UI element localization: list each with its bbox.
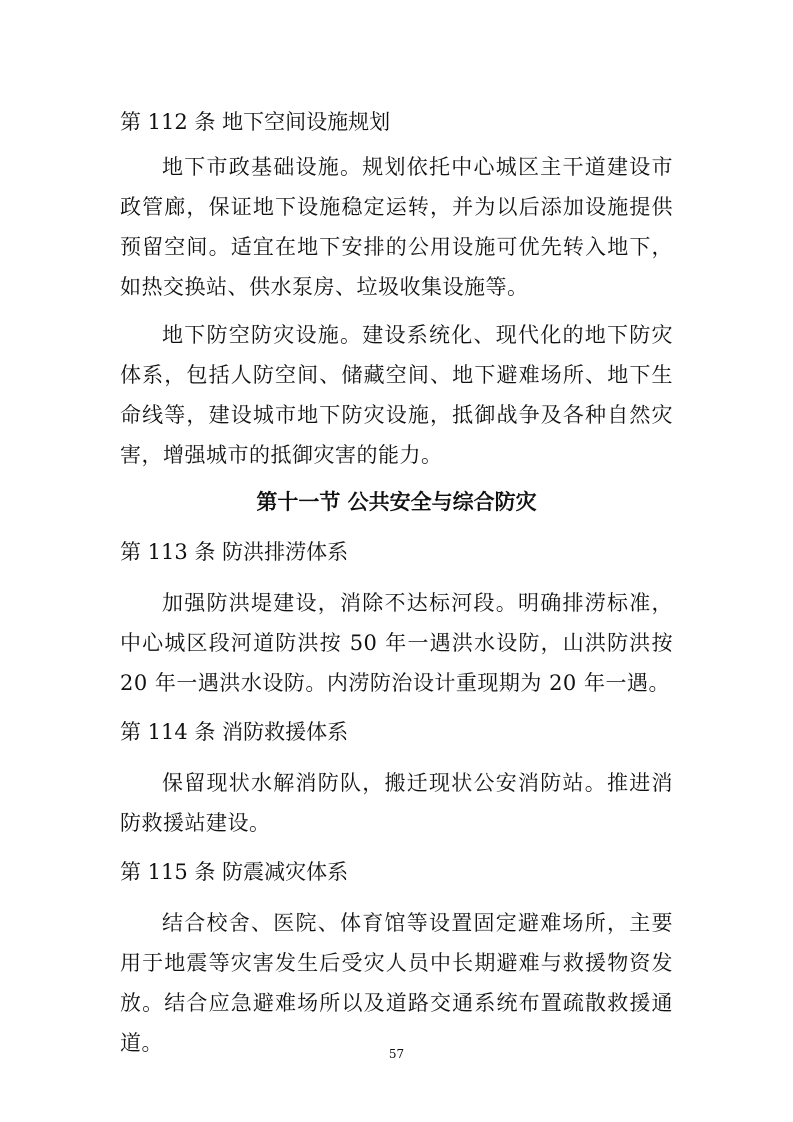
article-113-heading: 第 113 条 防洪排涝体系 bbox=[120, 540, 349, 564]
article-112-body bbox=[120, 147, 673, 475]
paragraph-underground-municipal: 地下市政基础设施。规划依托中心城区主干道建设市政管廊，保证地下设施稳定运转，并为以后添加设施提供预留空间。适宜在地下安排的公用设施可优先转入地下，如热交换站、供水泵房、垃圾收集设施等。 bbox=[120, 155, 673, 299]
paragraph-earthquake: 结合校舍、医院、体育馆等设置固定避难场所，主要用于地震等灾害发生后受灾人员中长期避难与救援物资发放。结合应急避难场所以及道路交通系统布置疏散救援通道。 bbox=[120, 911, 673, 1055]
article-114-body bbox=[120, 763, 673, 843]
article-115-heading: 第 115 条 防震减灾体系 bbox=[120, 860, 349, 884]
paragraph-fire-rescue: 保留现状水解消防队，搬迁现状公安消防站。推进消防救援站建设。 bbox=[120, 771, 673, 835]
paragraph-underground-defense: 地下防空防灾设施。建设系统化、现代化的地下防灾体系，包括人防空间、储藏空间、地下避难场所、地下生命线等，建设城市地下防灾设施，抵御战争及各种自然灾害，增强城市的抵御灾害的能力。 bbox=[120, 323, 673, 467]
page-number: 57 bbox=[388, 1047, 405, 1061]
article-112-heading: 第 112 条 地下空间设施规划 bbox=[120, 110, 391, 134]
article-114-heading: 第 114 条 消防救援体系 bbox=[120, 720, 349, 744]
section-title: 第十一节 公共安全与综合防灾 bbox=[256, 490, 537, 514]
article-113-body bbox=[120, 583, 673, 703]
paragraph-flood-control: 加强防洪堤建设，消除不达标河段。明确排涝标准，中心城区段河道防洪按 50 年一遇洪水设防，山洪防洪按 20 年一遇洪水设防。内涝防治设计重现期为 20 年一遇。 bbox=[120, 591, 673, 695]
article-115-body bbox=[120, 903, 673, 1063]
